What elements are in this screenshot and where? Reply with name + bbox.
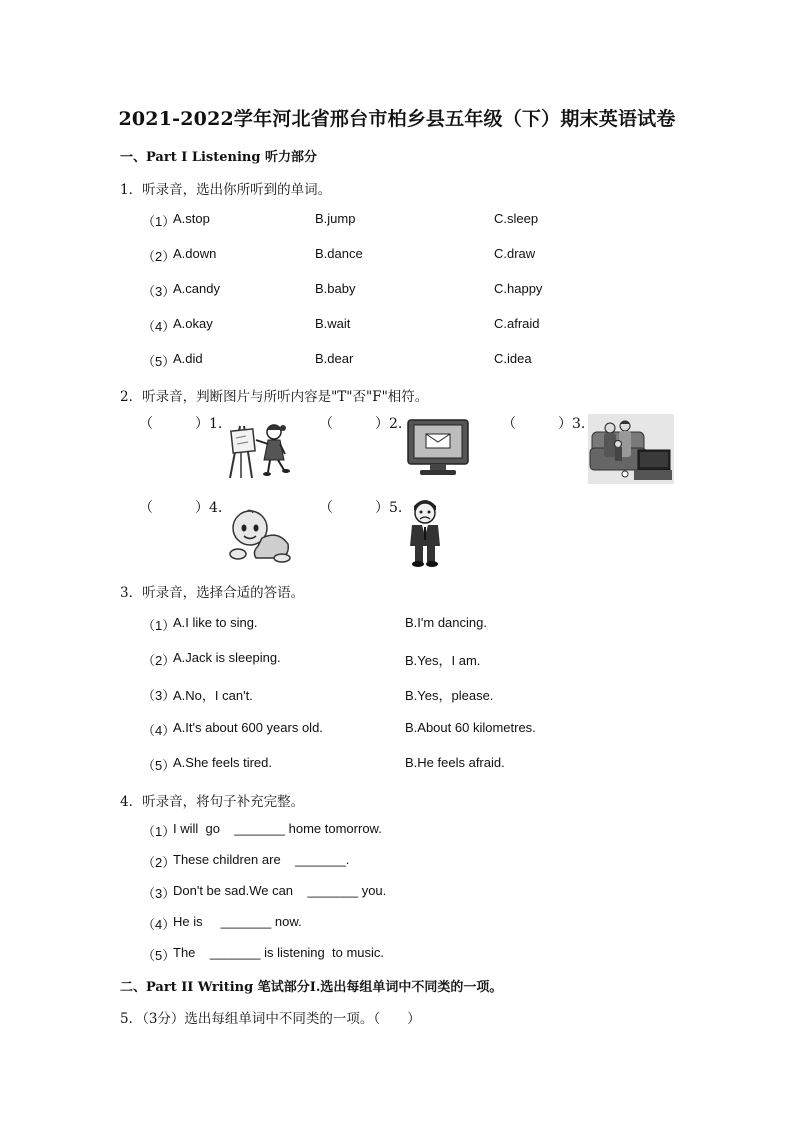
q1-row-2-option-a[interactable]: A.down (173, 246, 217, 261)
q3-row-4-num: （4） (142, 723, 176, 738)
q1-row-1-num: （1） (142, 214, 176, 229)
question-1-stem: 1．听录音，选出你所听到的单词。 (120, 182, 332, 198)
q4-row-5-sentence[interactable]: The _______ is listening to music. (173, 945, 385, 960)
q3-row-1-option-a[interactable]: A.I like to sing. (173, 615, 258, 630)
q3-row-1-num: （1） (142, 618, 176, 633)
q1-row-5-option-a[interactable]: A.did (173, 351, 203, 366)
question-4-stem: 4．听录音，将句子补充完整。 (120, 794, 305, 810)
sad-man-icon (406, 496, 444, 568)
q1-row-5-option-c[interactable]: C.idea (494, 351, 532, 366)
q4-row-3-num: （3） (142, 886, 176, 901)
q3-row-1-option-b[interactable]: B.I'm dancing. (405, 615, 487, 630)
question-2-stem: 2．听录音，判断图片与所听内容是"T"否"F"相符。 (120, 389, 429, 405)
q2-item-2-label[interactable]: （ ）2. (319, 416, 403, 432)
q4-row-4-sentence[interactable]: He is _______ now. (173, 914, 302, 929)
q3-row-2-option-a[interactable]: A.Jack is sleeping. (173, 650, 281, 665)
q1-row-3-option-a[interactable]: A.candy (173, 281, 220, 296)
q1-row-4-option-b[interactable]: B.wait (315, 316, 351, 331)
q3-row-4-option-b[interactable]: B.About 60 kilometres. (405, 720, 536, 735)
q3-row-4-option-a[interactable]: A.It's about 600 years old. (173, 720, 323, 735)
question-5-stem: 5．（3分）选出每组单词中不同类的一项。（ ） (120, 1011, 421, 1027)
q2-item-5-label[interactable]: （ ）5. (319, 500, 403, 516)
crawling-baby-icon (226, 508, 292, 564)
q4-row-1-num: （1） (142, 824, 176, 839)
q1-row-3-num: （3） (142, 284, 176, 299)
q1-row-5-option-b[interactable]: B.dear (315, 351, 354, 366)
q2-item-3-label[interactable]: （ ）3. (502, 416, 586, 432)
q2-item-1-label[interactable]: （ ）1. (139, 416, 223, 432)
computer-monitor-icon (406, 418, 470, 478)
q3-row-5-num: （5） (142, 758, 176, 773)
q1-row-3-option-c[interactable]: C.happy (494, 281, 543, 296)
q3-row-5-option-b[interactable]: B.He feels afraid. (405, 755, 505, 770)
q4-row-2-sentence[interactable]: These children are _______. (173, 852, 350, 867)
q1-row-2-option-c[interactable]: C.draw (494, 246, 536, 261)
girl-painting-icon (222, 418, 297, 480)
section-heading-listening: 一、Part I Listening 听力部分 (120, 150, 317, 165)
q1-row-1-option-b[interactable]: B.jump (315, 211, 356, 226)
page-title: 2021-2022学年河北省邢台市柏乡县五年级（下）期末英语试卷 (118, 108, 676, 130)
q3-row-3-option-b[interactable]: B.Yes，please. (405, 688, 494, 703)
q1-row-2-num: （2） (142, 249, 176, 264)
q2-item-4-label[interactable]: （ ）4. (139, 500, 223, 516)
q1-row-2-option-b[interactable]: B.dance (315, 246, 363, 261)
family-watching-tv-icon (588, 414, 674, 484)
q3-row-3-num: （3） (142, 688, 176, 703)
section-heading-writing: 二、Part II Writing 笔试部分Ⅰ.选出每组单词中不同类的一项。 (120, 980, 503, 995)
q3-row-2-num: （2） (142, 653, 176, 668)
q1-row-3-option-b[interactable]: B.baby (315, 281, 356, 296)
q1-row-5-num: （5） (142, 354, 176, 369)
q1-row-4-option-a[interactable]: A.okay (173, 316, 213, 331)
q1-row-4-num: （4） (142, 319, 176, 334)
q1-row-1-option-a[interactable]: A.stop (173, 211, 210, 226)
q4-row-3-sentence[interactable]: Don't be sad.We can _______ you. (173, 883, 387, 898)
q4-row-1-sentence[interactable]: I will go _______ home tomorrow. (173, 821, 382, 836)
q3-row-3-option-a[interactable]: A.No，I can't. (173, 688, 253, 703)
question-3-stem: 3．听录音，选择合适的答语。 (120, 585, 305, 601)
q4-row-5-num: （5） (142, 948, 176, 963)
q4-row-4-num: （4） (142, 917, 176, 932)
q3-row-5-option-a[interactable]: A.She feels tired. (173, 755, 272, 770)
q1-row-1-option-c[interactable]: C.sleep (494, 211, 539, 226)
q1-row-4-option-c[interactable]: C.afraid (494, 316, 540, 331)
q4-row-2-num: （2） (142, 855, 176, 870)
q3-row-2-option-b[interactable]: B.Yes，I am. (405, 653, 481, 668)
